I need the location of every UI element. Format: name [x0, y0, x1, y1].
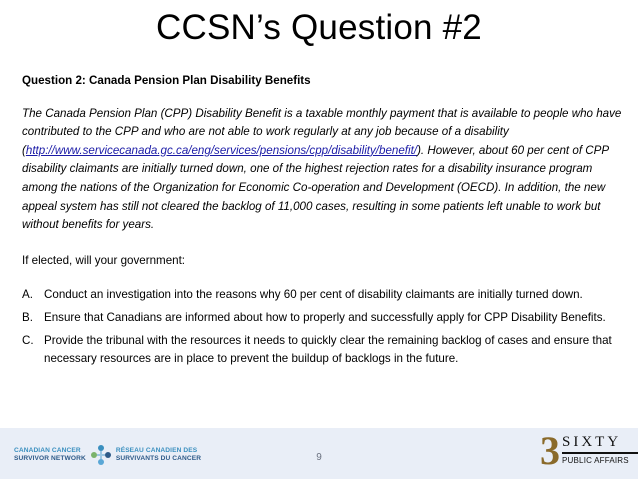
question-prompt: If elected, will your government: — [22, 253, 186, 267]
3sixty-number: 3 — [540, 428, 560, 473]
ccsn-en-line1: CANADIAN CANCER — [14, 447, 81, 454]
option-b — [22, 309, 622, 328]
ccsn-fr-line1: RÉSEAU CANADIEN DES — [115, 447, 198, 454]
option-letter: B. — [22, 310, 33, 324]
intro-text-start: The Canada Pension Plan (CPP) Disability Benefit is a taxable monthly payment that is available to people who have contributed to the CPP and who are not able to work regularly at any job because of a disability ( — [22, 106, 622, 157]
slide-title: CCSN’s Question #2 — [156, 8, 482, 47]
ccsn-en-line2: SURVIVOR NETWORK — [14, 455, 86, 462]
3sixty-logo — [540, 428, 638, 473]
option-letter: C. — [22, 333, 34, 347]
page-number: 9 — [316, 452, 322, 463]
intro-text-end: ). However, about 60 per cent of CPP disability claimants are initially turned down, one of the highest rejection rates for a disability insurance program among the nations of the Organization for Economic Co-operation and Development (OECD). In addition, the new appeal system has still not cleared the backlog of 11,000 cases, resulting in some patients left unable to work but without benefits for years. — [22, 143, 609, 232]
3sixty-sub: PUBLIC AFFAIRS — [562, 456, 629, 465]
option-text: Ensure that Canadians are informed about how to properly and successfully apply for CPP Disability Benefits. — [44, 310, 606, 324]
option-letter: A. — [22, 288, 33, 302]
3sixty-word: SIXTY — [562, 434, 622, 450]
option-text: Conduct an investigation into the reasons why 60 per cent of disability claimants are initially turned down. — [44, 288, 583, 302]
intro-paragraph — [22, 105, 622, 235]
3sixty-divider — [562, 452, 638, 454]
option-a — [22, 286, 622, 305]
question-heading: Question 2: Canada Pension Plan Disability Benefits — [22, 74, 311, 87]
option-text: Provide the tribunal with the resources it needs to quickly clear the remaining backlog of cases and ensure that necessary resources are in place to prevent the buildup of backlogs in the future. — [44, 333, 612, 366]
option-c — [22, 332, 622, 369]
ccsn-fr-line2: SURVIVANTS DU CANCER — [115, 455, 202, 462]
3sixty-wordmark — [562, 434, 638, 466]
slide-body — [22, 72, 622, 373]
servicecanada-link[interactable]: http://www.servicecanada.gc.ca/eng/services/pensions/cpp/disability/benefit/ — [25, 143, 418, 157]
